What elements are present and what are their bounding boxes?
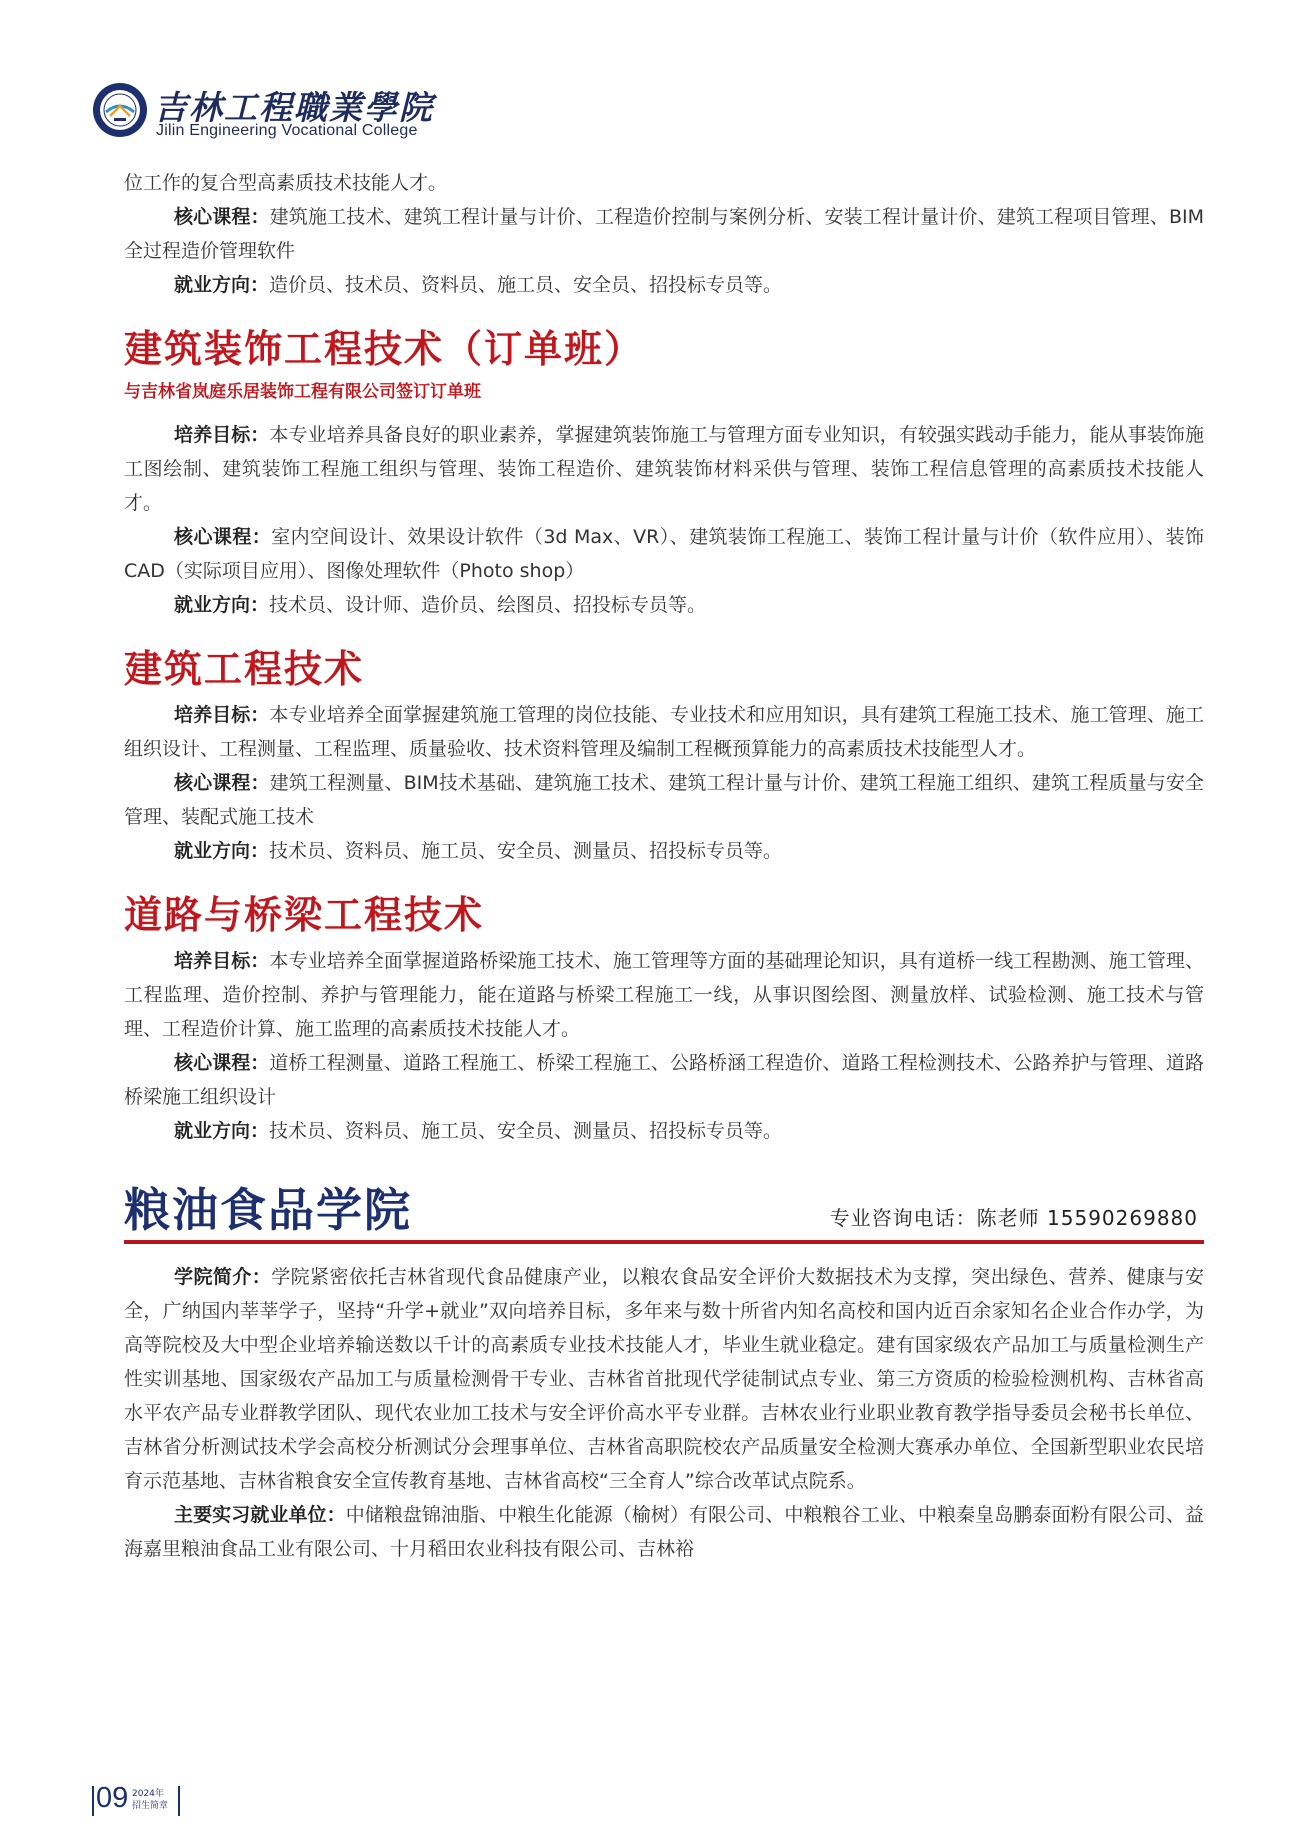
college-intro-text: 学院紧密依托吉林省现代食品健康产业，以粮农食品安全评价大数据技术为支撑，突出绿色、营养、健康与安全，广纳国内莘莘学子，坚持“升学+就业”双向培养目标，多年来与数十所省内知名高校和国内近百余家知名企业合作办学，为高等院校及大中型企业培养输送数以千计的高素质专业技术技能人才，毕业生就业稳定。建有国家级农产品加工与质量检测生产性实训基地、国家级农产品加工与质量检测骨干专业、吉林省首批现代学徒制试点专业、第三方资质的检验检测机构、吉林省高水平农产品专业群教学团队、现代农业加工技术与安全评价高水平专业群。吉林农业行业职业教育教学指导委员会秘书长单位、吉林省分析测试技术学会高校分析测试分会理事单位、吉林省高职院校农产品质量安全检测大赛承办单位、全国新型职业农民培育示范基地、吉林省粮食安全宣传教育基地、吉林省高校“三全育人”综合改革试点院系。 [124, 1266, 1204, 1492]
employment-paragraph [124, 588, 1204, 622]
college-logo [92, 72, 592, 144]
page-number: 09 [96, 1782, 129, 1814]
footer-left-bar [92, 1786, 94, 1816]
training-goal-text: 本专业培养具备良好的职业素养，掌握建筑装饰施工与管理方面专业知识，有较强实践动手能力，能从事装饰施工图绘制、建筑装饰工程施工组织与管理、装饰工程造价、建筑装饰材料采供与管理、装饰工程信息管理的高素质技术技能人才。 [124, 424, 1204, 514]
training-goal-text: 本专业培养全面掌握建筑施工管理的岗位技能、专业技术和应用知识，具有建筑工程施工技术、施工管理、施工组织设计、工程测量、工程监理、质量验收、技术资料管理及编制工程概预算能力的高素质技术技能型人才。 [124, 704, 1204, 760]
core-courses-label: 核心课程： [174, 772, 270, 794]
section-divider [124, 1240, 1204, 1244]
core-courses-label: 核心课程： [174, 1052, 270, 1074]
page-content [124, 166, 1204, 1566]
program-title: 道路与桥梁工程技术 [124, 892, 485, 937]
core-courses-paragraph [124, 766, 1204, 834]
footer-right-bar [178, 1786, 180, 1816]
program-subtitle: 与吉林省岚庭乐居装饰工程有限公司签订订单班 [124, 382, 481, 402]
program-title: 建筑工程技术 [124, 646, 365, 691]
employment-text: 技术员、资料员、施工员、安全员、测量员、招投标专员等。 [269, 1120, 783, 1142]
program-title: 建筑装饰工程技术（订单班） [124, 326, 645, 371]
employment-label: 就业方向： [174, 594, 270, 616]
training-goal-label: 培养目标： [174, 424, 270, 446]
core-courses-text: 建筑施工技术、建筑工程计量与计价、工程造价控制与案例分析、安装工程计量计价、建筑工程项目管理、BIM全过程造价管理软件 [124, 206, 1204, 262]
intro-tail-text: 位工作的复合型高素质技术技能人才。 [124, 172, 448, 194]
internship-units-label: 主要实习就业单位： [174, 1504, 346, 1526]
college-seal-icon [92, 82, 148, 138]
training-goal-paragraph [124, 944, 1204, 1046]
internship-units-text: 中储粮盘锦油脂、中粮生化能源（榆树）有限公司、中粮粮谷工业、中粮秦皇岛鹏泰面粉有限公司、益海嘉里粮油食品工业有限公司、十月稻田农业科技有限公司、吉林裕 [124, 1504, 1204, 1560]
logo-chinese-name: 吉林工程職業學院 [154, 88, 434, 127]
internship-units-paragraph [124, 1498, 1204, 1566]
college-intro-label: 学院简介： [174, 1266, 272, 1288]
core-courses-text: 道桥工程测量、道路工程施工、桥梁工程施工、公路桥涵工程造价、道路工程检测技术、公路养护与管理、道路桥梁施工组织设计 [124, 1052, 1204, 1108]
footer-brochure-label: 招生简章 [132, 1801, 169, 1811]
employment-text: 造价员、技术员、资料员、施工员、安全员、招投标专员等。 [269, 274, 783, 296]
training-goal-paragraph [124, 698, 1204, 766]
core-courses-paragraph [124, 520, 1204, 588]
employment-paragraph [124, 268, 1204, 302]
core-courses-paragraph [124, 200, 1204, 268]
core-courses-label: 核心课程： [174, 206, 270, 228]
training-goal-label: 培养目标： [174, 704, 270, 726]
core-courses-label: 核心课程： [174, 526, 272, 548]
training-goal-label: 培养目标： [174, 950, 270, 972]
footer-year: 2024年 [132, 1789, 164, 1799]
consult-phone: 专业咨询电话：陈老师 15590269880 [829, 1206, 1198, 1230]
employment-label: 就业方向： [174, 1120, 270, 1142]
college-intro-paragraph [124, 1260, 1204, 1498]
college-header [124, 1172, 1204, 1242]
core-courses-text: 建筑工程测量、BIM技术基础、建筑施工技术、建筑工程计量与计价、建筑工程施工组织、建筑工程质量与安全管理、装配式施工技术 [124, 772, 1204, 828]
college-title: 粮油食品学院 [124, 1183, 412, 1237]
employment-label: 就业方向： [174, 274, 270, 296]
employment-label: 就业方向： [174, 840, 270, 862]
employment-text: 技术员、资料员、施工员、安全员、测量员、招投标专员等。 [269, 840, 783, 862]
training-goal-text: 本专业培养全面掌握道路桥梁施工技术、施工管理等方面的基础理论知识，具有道桥一线工程勘测、施工管理、工程监理、造价控制、养护与管理能力，能在道路与桥梁工程施工一线，从事识图绘图、测量放样、试验检测、施工技术与管理、工程造价计算、施工监理的高素质技术技能人才。 [124, 950, 1204, 1040]
core-courses-paragraph [124, 1046, 1204, 1114]
employment-paragraph [124, 834, 1204, 868]
page-footer [92, 1782, 192, 1816]
employment-text: 技术员、设计师、造价员、绘图员、招投标专员等。 [269, 594, 707, 616]
employment-paragraph [124, 1114, 1204, 1148]
training-goal-paragraph [124, 418, 1204, 520]
logo-english-name: Jilin Engineering Vocational College [156, 122, 418, 139]
core-courses-text: 室内空间设计、效果设计软件（3d Max、VR）、建筑装饰工程施工、装饰工程计量与计价（软件应用）、装饰CAD（实际项目应用）、图像处理软件（Photo shop） [124, 526, 1204, 582]
